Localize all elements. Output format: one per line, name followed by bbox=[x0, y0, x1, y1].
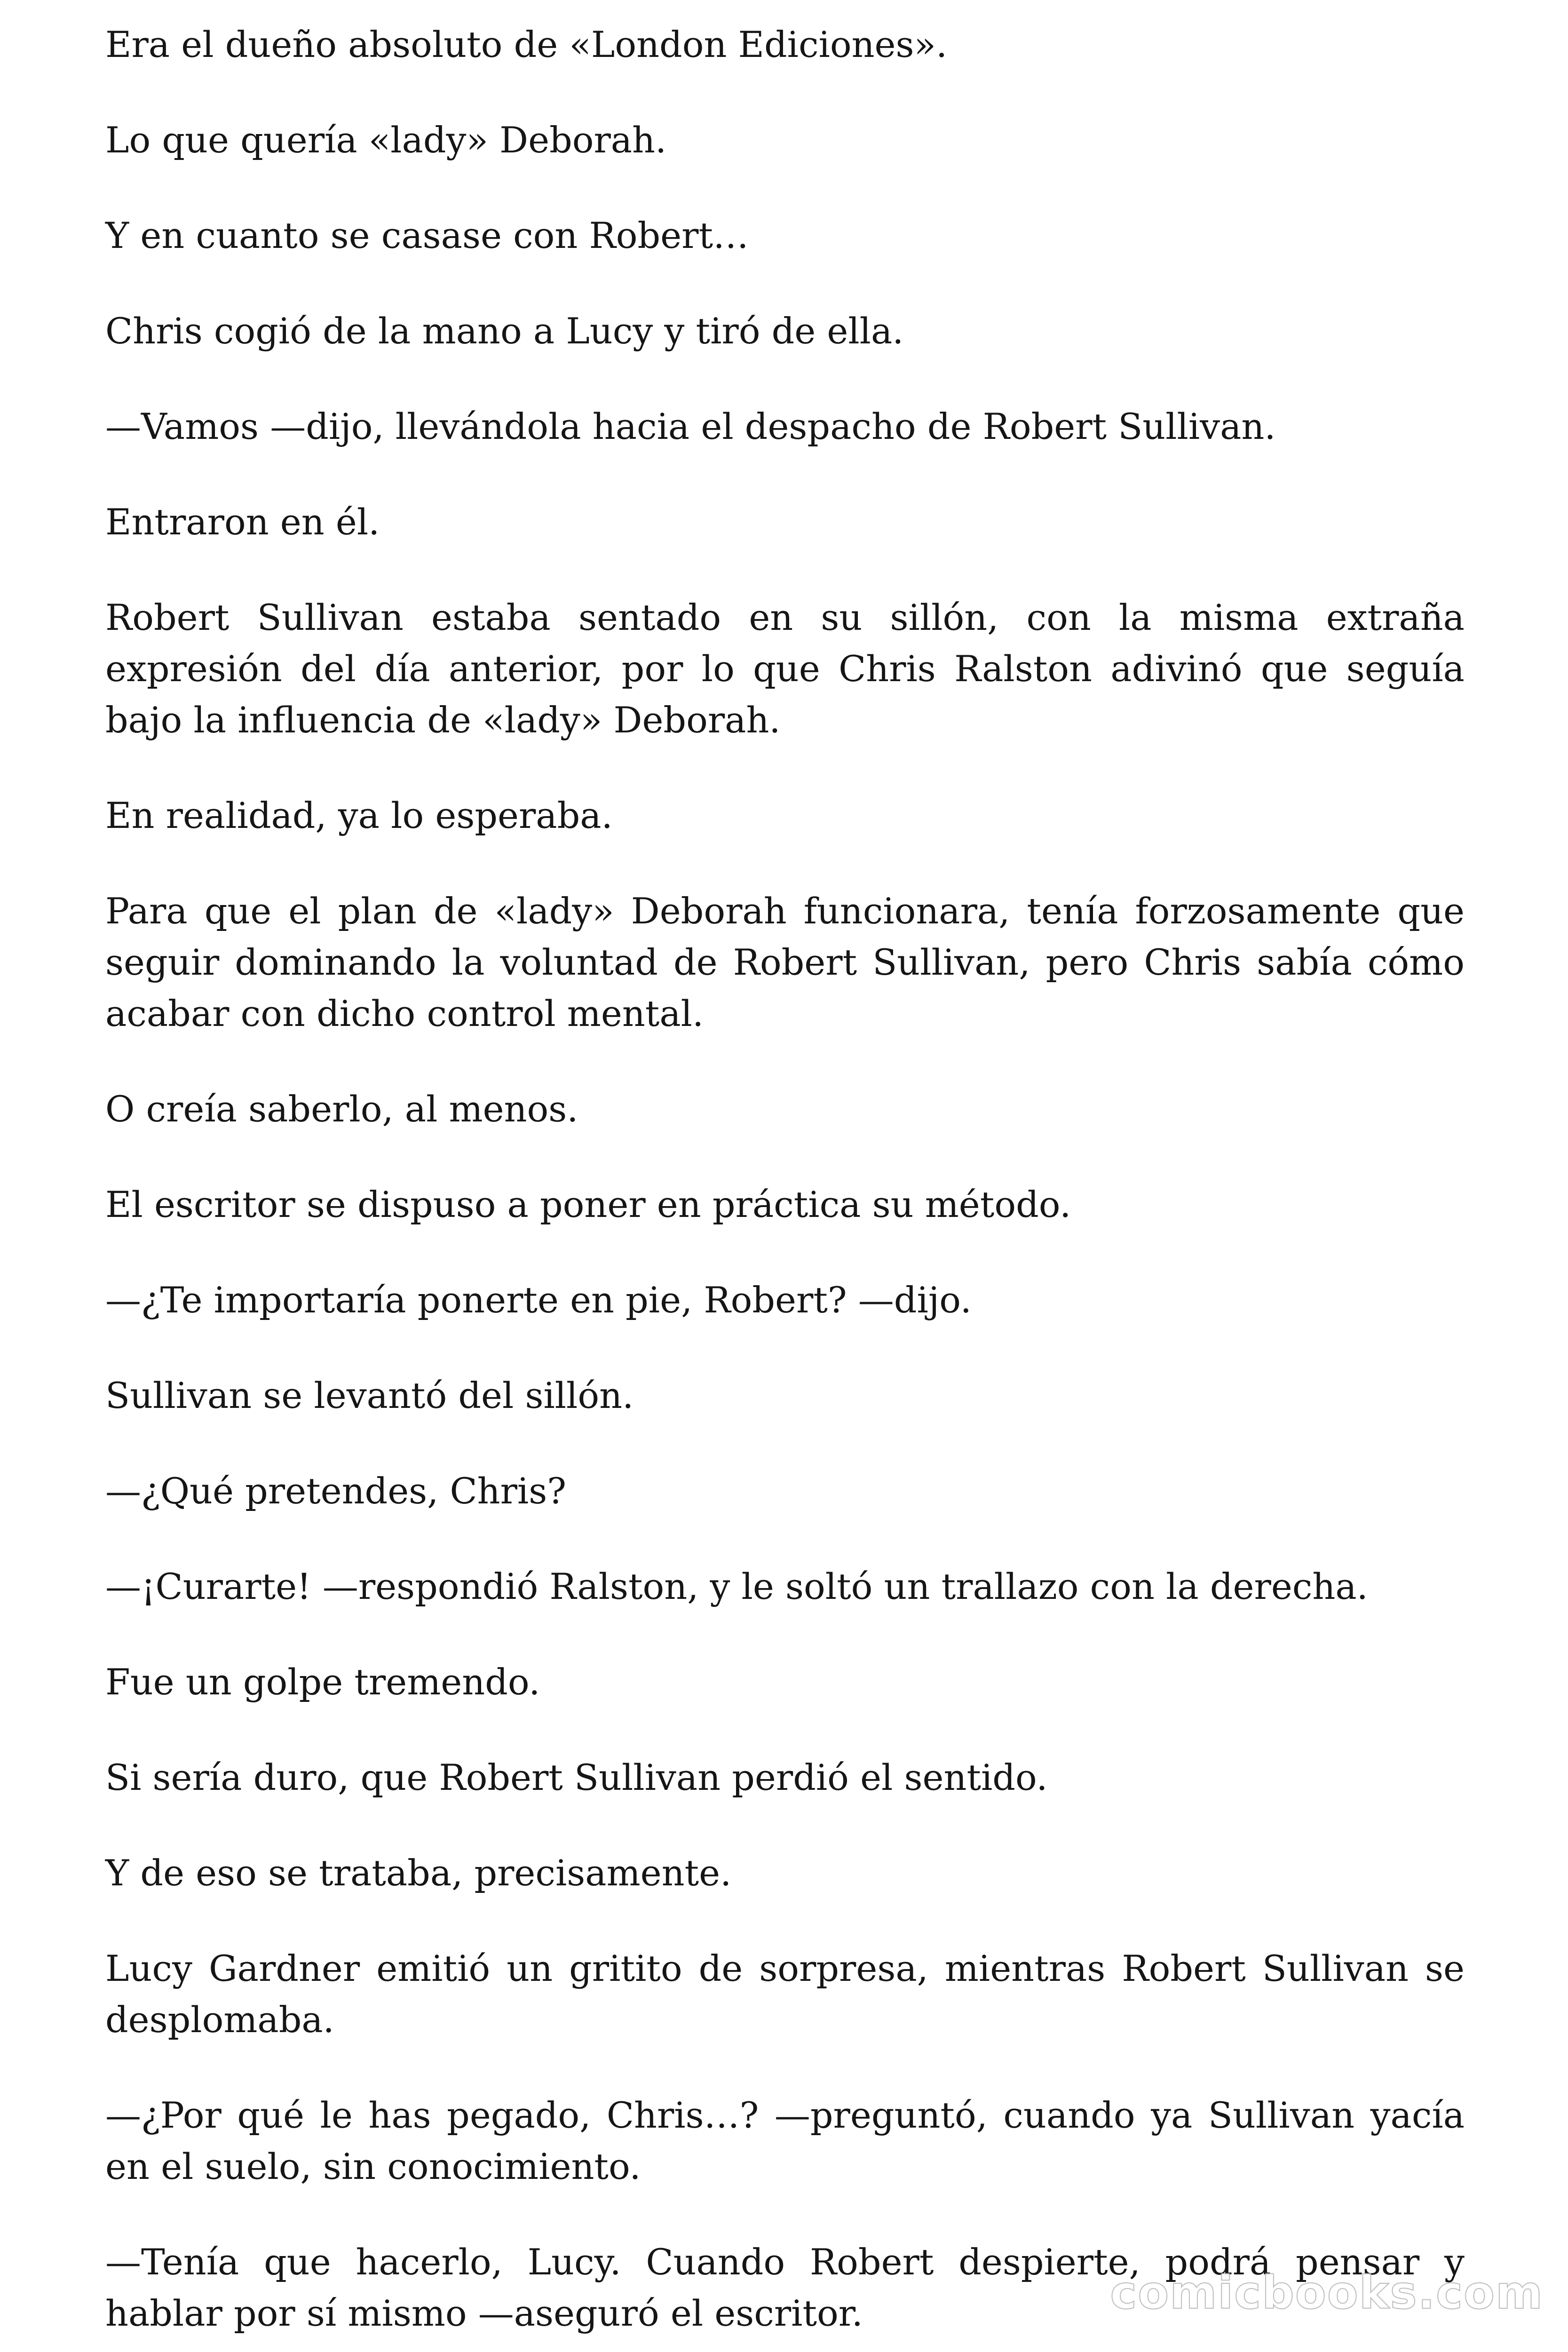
body-text bbox=[105, 19, 1465, 2352]
paragraph: —Vamos —dijo, llevándola hacia el despacho de Robert Sullivan. bbox=[105, 405, 1276, 447]
paragraph: Chris cogió de la mano a Lucy y tiró de ella. bbox=[105, 310, 904, 352]
paragraph: —¡Curarte! —respondió Ralston, y le soltó un trallazo con la derecha. bbox=[105, 1565, 1368, 1607]
watermark: comicbooks.com bbox=[1110, 2266, 1544, 2319]
paragraph: Sullivan se levantó del sillón. bbox=[105, 1375, 634, 1416]
paragraph: —¿Por qué le has pegado, Chris…? —preguntó, cuando ya Sullivan yacía en el suelo, sin conocimiento. bbox=[105, 2094, 1465, 2187]
paragraph: Fue un golpe tremendo. bbox=[105, 1661, 540, 1703]
paragraph: —¿Te importaría ponerte en pie, Robert? —dijo. bbox=[105, 1279, 972, 1321]
paragraph: —Tenía que hacerlo, Lucy. Cuando Robert despierte, podrá pensar y hablar por sí mismo —aseguró el escritor. bbox=[105, 2241, 1465, 2334]
paragraph: O creía saberlo, al menos. bbox=[105, 1088, 578, 1130]
paragraph: El escritor se dispuso a poner en práctica su método. bbox=[105, 1184, 1071, 1225]
paragraph: En realidad, ya lo esperaba. bbox=[105, 795, 613, 836]
paragraph: Para que el plan de «lady» Deborah funcionara, tenía forzosamente que seguir dominando la voluntad de Robert Sullivan, pero Chris sabía cómo acabar con dicho control mental. bbox=[105, 890, 1465, 1034]
paragraph: Lo que quería «lady» Deborah. bbox=[105, 119, 667, 161]
paragraph: Lucy Gardner emitió un gritito de sorpresa, mientras Robert Sullivan se desplomaba. bbox=[105, 1947, 1465, 2041]
paragraph: Y de eso se trataba, precisamente. bbox=[105, 1852, 732, 1894]
paragraph: —¿Qué pretendes, Chris? bbox=[105, 1470, 566, 1512]
paragraph: Si sería duro, que Robert Sullivan perdió el sentido. bbox=[105, 1756, 1048, 1798]
paragraph: Robert Sullivan estaba sentado en su sillón, con la misma extraña expresión del día anterior, por lo que Chris Ralston adivinó que seguía bajo la influencia de «lady» Deborah. bbox=[105, 596, 1465, 741]
paragraph: Era el dueño absoluto de «London Ediciones». bbox=[105, 24, 948, 65]
paragraph: Y en cuanto se casase con Robert… bbox=[105, 215, 749, 256]
paragraph: Entraron en él. bbox=[105, 501, 380, 543]
